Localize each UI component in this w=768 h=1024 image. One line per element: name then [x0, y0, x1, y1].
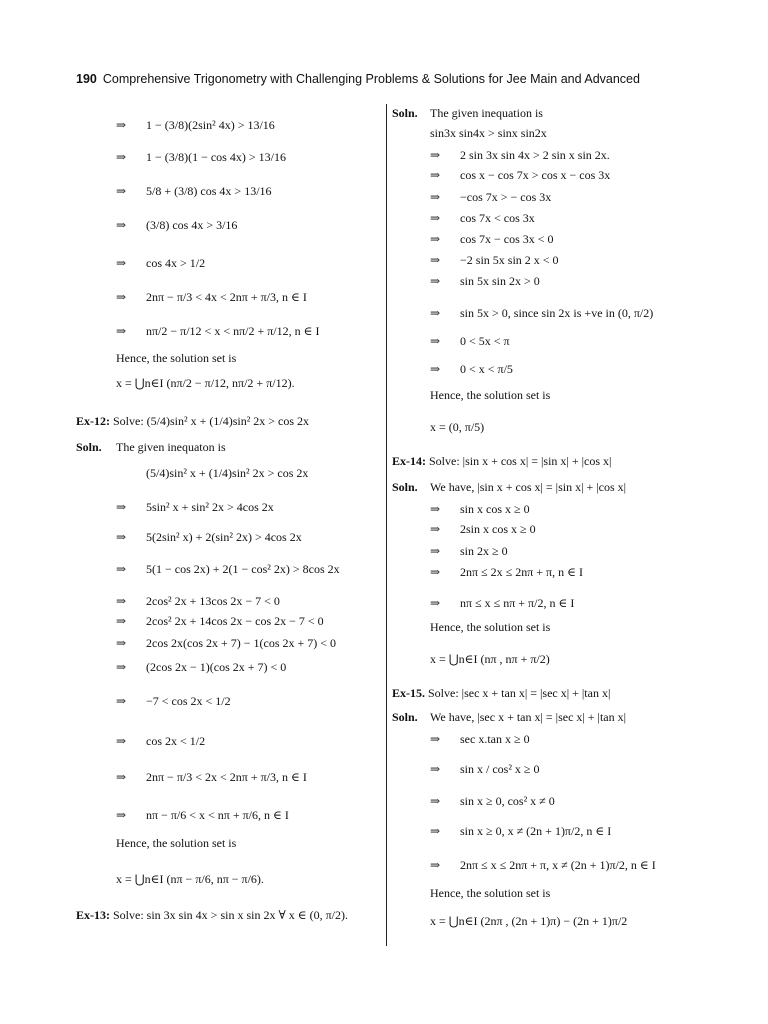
- solution-heading: Soln. We have, |sin x + cos x| = |sin x| + |cos x|: [392, 480, 627, 494]
- step-line: ⇒ sin 5x > 0, since sin 2x is +ve in (0, π/2): [430, 306, 654, 320]
- step-line: ⇒ (2cos 2x − 1)(cos 2x + 7) < 0: [116, 660, 287, 674]
- step-line: ⇒ 2cos 2x(cos 2x + 7) − 1(cos 2x + 7) < 0: [116, 636, 337, 650]
- step-line: ⇒ sin x / cos² x ≥ 0: [430, 762, 540, 776]
- example-heading: Ex-14: Solve: |sin x + cos x| = |sin x| + |cos x|: [392, 454, 612, 468]
- step-line: ⇒ 2cos² 2x + 13cos 2x − 7 < 0: [116, 594, 280, 608]
- step-line: ⇒ cos x − cos 7x > cos x − cos 3x: [430, 168, 611, 182]
- step-line: ⇒ 2cos² 2x + 14cos 2x − cos 2x − 7 < 0: [116, 614, 324, 628]
- step-line: ⇒ 0 < x < π/5: [430, 362, 513, 376]
- step-line: ⇒ 2nπ − π/3 < 4x < 2nπ + π/3, n ∈ I: [116, 290, 307, 304]
- example-heading: Ex-15. Solve: |sec x + tan x| = |sec x| + |tan x|: [392, 686, 611, 700]
- step-line: ⇒ sin x ≥ 0, cos² x ≠ 0: [430, 794, 555, 808]
- step-line: ⇒ sin 5x sin 2x > 0: [430, 274, 540, 288]
- book-title: Comprehensive Trigonometry with Challenging Problems & Solutions for Jee Main and Advanced: [102, 72, 640, 86]
- text-line: Hence, the solution set is: [430, 388, 551, 402]
- step-line: ⇒ cos 2x < 1/2: [116, 734, 206, 748]
- step-line: ⇒ 2nπ ≤ x ≤ 2nπ + π, x ≠ (2n + 1)π/2, n ∈ I: [430, 858, 656, 872]
- step-line: ⇒ cos 4x > 1/2: [116, 256, 206, 270]
- step-line: ⇒ nπ/2 − π/12 < x < nπ/2 + π/12, n ∈ I: [116, 324, 320, 338]
- solution-set: x = ⋃n∈I (nπ/2 − π/12, nπ/2 + π/12).: [116, 376, 295, 390]
- step-line: ⇒ 5/8 + (3/8) cos 4x > 13/16: [116, 184, 272, 198]
- step-line: ⇒ cos 7x − cos 3x < 0: [430, 232, 554, 246]
- step-line: ⇒ 0 < 5x < π: [430, 334, 510, 348]
- step-line: ⇒ 5(1 − cos 2x) + 2(1 − cos² 2x) > 8cos 2x: [116, 562, 340, 576]
- step-line: ⇒ −7 < cos 2x < 1/2: [116, 694, 231, 708]
- step-line: ⇒ sin 2x ≥ 0: [430, 544, 508, 558]
- solution-set: x = ⋃n∈I (nπ − π/6, nπ − π/6).: [116, 872, 264, 886]
- solution-heading: Soln. We have, |sec x + tan x| = |sec x| + |tan x|: [392, 710, 627, 724]
- page-number: 190: [76, 72, 97, 86]
- solution-set: x = (0, π/5): [430, 420, 485, 434]
- step-line: ⇒ (3/8) cos 4x > 3/16: [116, 218, 238, 232]
- step-line: ⇒ sec x.tan x ≥ 0: [430, 732, 530, 746]
- step-line: ⇒ 2nπ ≤ 2x ≤ 2nπ + π, n ∈ I: [430, 565, 583, 579]
- step-line: ⇒ −2 sin 5x sin 2 x < 0: [430, 253, 559, 267]
- step-line: ⇒ nπ ≤ x ≤ nπ + π/2, n ∈ I: [430, 596, 575, 610]
- text-line: Hence, the solution set is: [116, 351, 237, 365]
- text-line: Hence, the solution set is: [116, 836, 237, 850]
- step-line: (5/4)sin² x + (1/4)sin² 2x > cos 2x: [146, 466, 309, 480]
- example-heading: Ex-13: Solve: sin 3x sin 4x > sin x sin 2x ∀ x ∈ (0, π/2).: [76, 908, 348, 922]
- column-divider: [386, 104, 387, 946]
- step-line: ⇒ sin x cos x ≥ 0: [430, 502, 530, 516]
- step-line: ⇒ 5sin² x + sin² 2x > 4cos 2x: [116, 500, 274, 514]
- step-line: ⇒ cos 7x < cos 3x: [430, 211, 535, 225]
- step-line: ⇒ −cos 7x > − cos 3x: [430, 190, 552, 204]
- step-line: ⇒ 2sin x cos x ≥ 0: [430, 522, 536, 536]
- step-line: ⇒ nπ − π/6 < x < nπ + π/6, n ∈ I: [116, 808, 289, 822]
- text-line: Hence, the solution set is: [430, 886, 551, 900]
- page-header: [76, 72, 696, 90]
- step-line: ⇒ 2 sin 3x sin 4x > 2 sin x sin 2x.: [430, 148, 610, 162]
- text-line: Hence, the solution set is: [430, 620, 551, 634]
- step-line: ⇒ 1 − (3/8)(2sin² 4x) > 13/16: [116, 118, 275, 132]
- step-line: ⇒ 1 − (3/8)(1 − cos 4x) > 13/16: [116, 150, 286, 164]
- example-heading: Ex-12: Solve: (5/4)sin² x + (1/4)sin² 2x > cos 2x: [76, 414, 310, 428]
- text-line: sin3x sin4x > sinx sin2x: [430, 126, 547, 140]
- solution-heading: Soln. The given inequaton is: [76, 440, 226, 454]
- solution-set: x = ⋃n∈I (nπ , nπ + π/2): [430, 652, 550, 666]
- solution-heading: Soln. The given inequation is: [392, 106, 543, 120]
- solution-set: x = ⋃n∈I (2nπ , (2n + 1)π) − (2n + 1)π/2: [430, 914, 628, 928]
- step-line: ⇒ 5(2sin² x) + 2(sin² 2x) > 4cos 2x: [116, 530, 302, 544]
- step-line: ⇒ sin x ≥ 0, x ≠ (2n + 1)π/2, n ∈ I: [430, 824, 612, 838]
- step-line: ⇒ 2nπ − π/3 < 2x < 2nπ + π/3, n ∈ I: [116, 770, 307, 784]
